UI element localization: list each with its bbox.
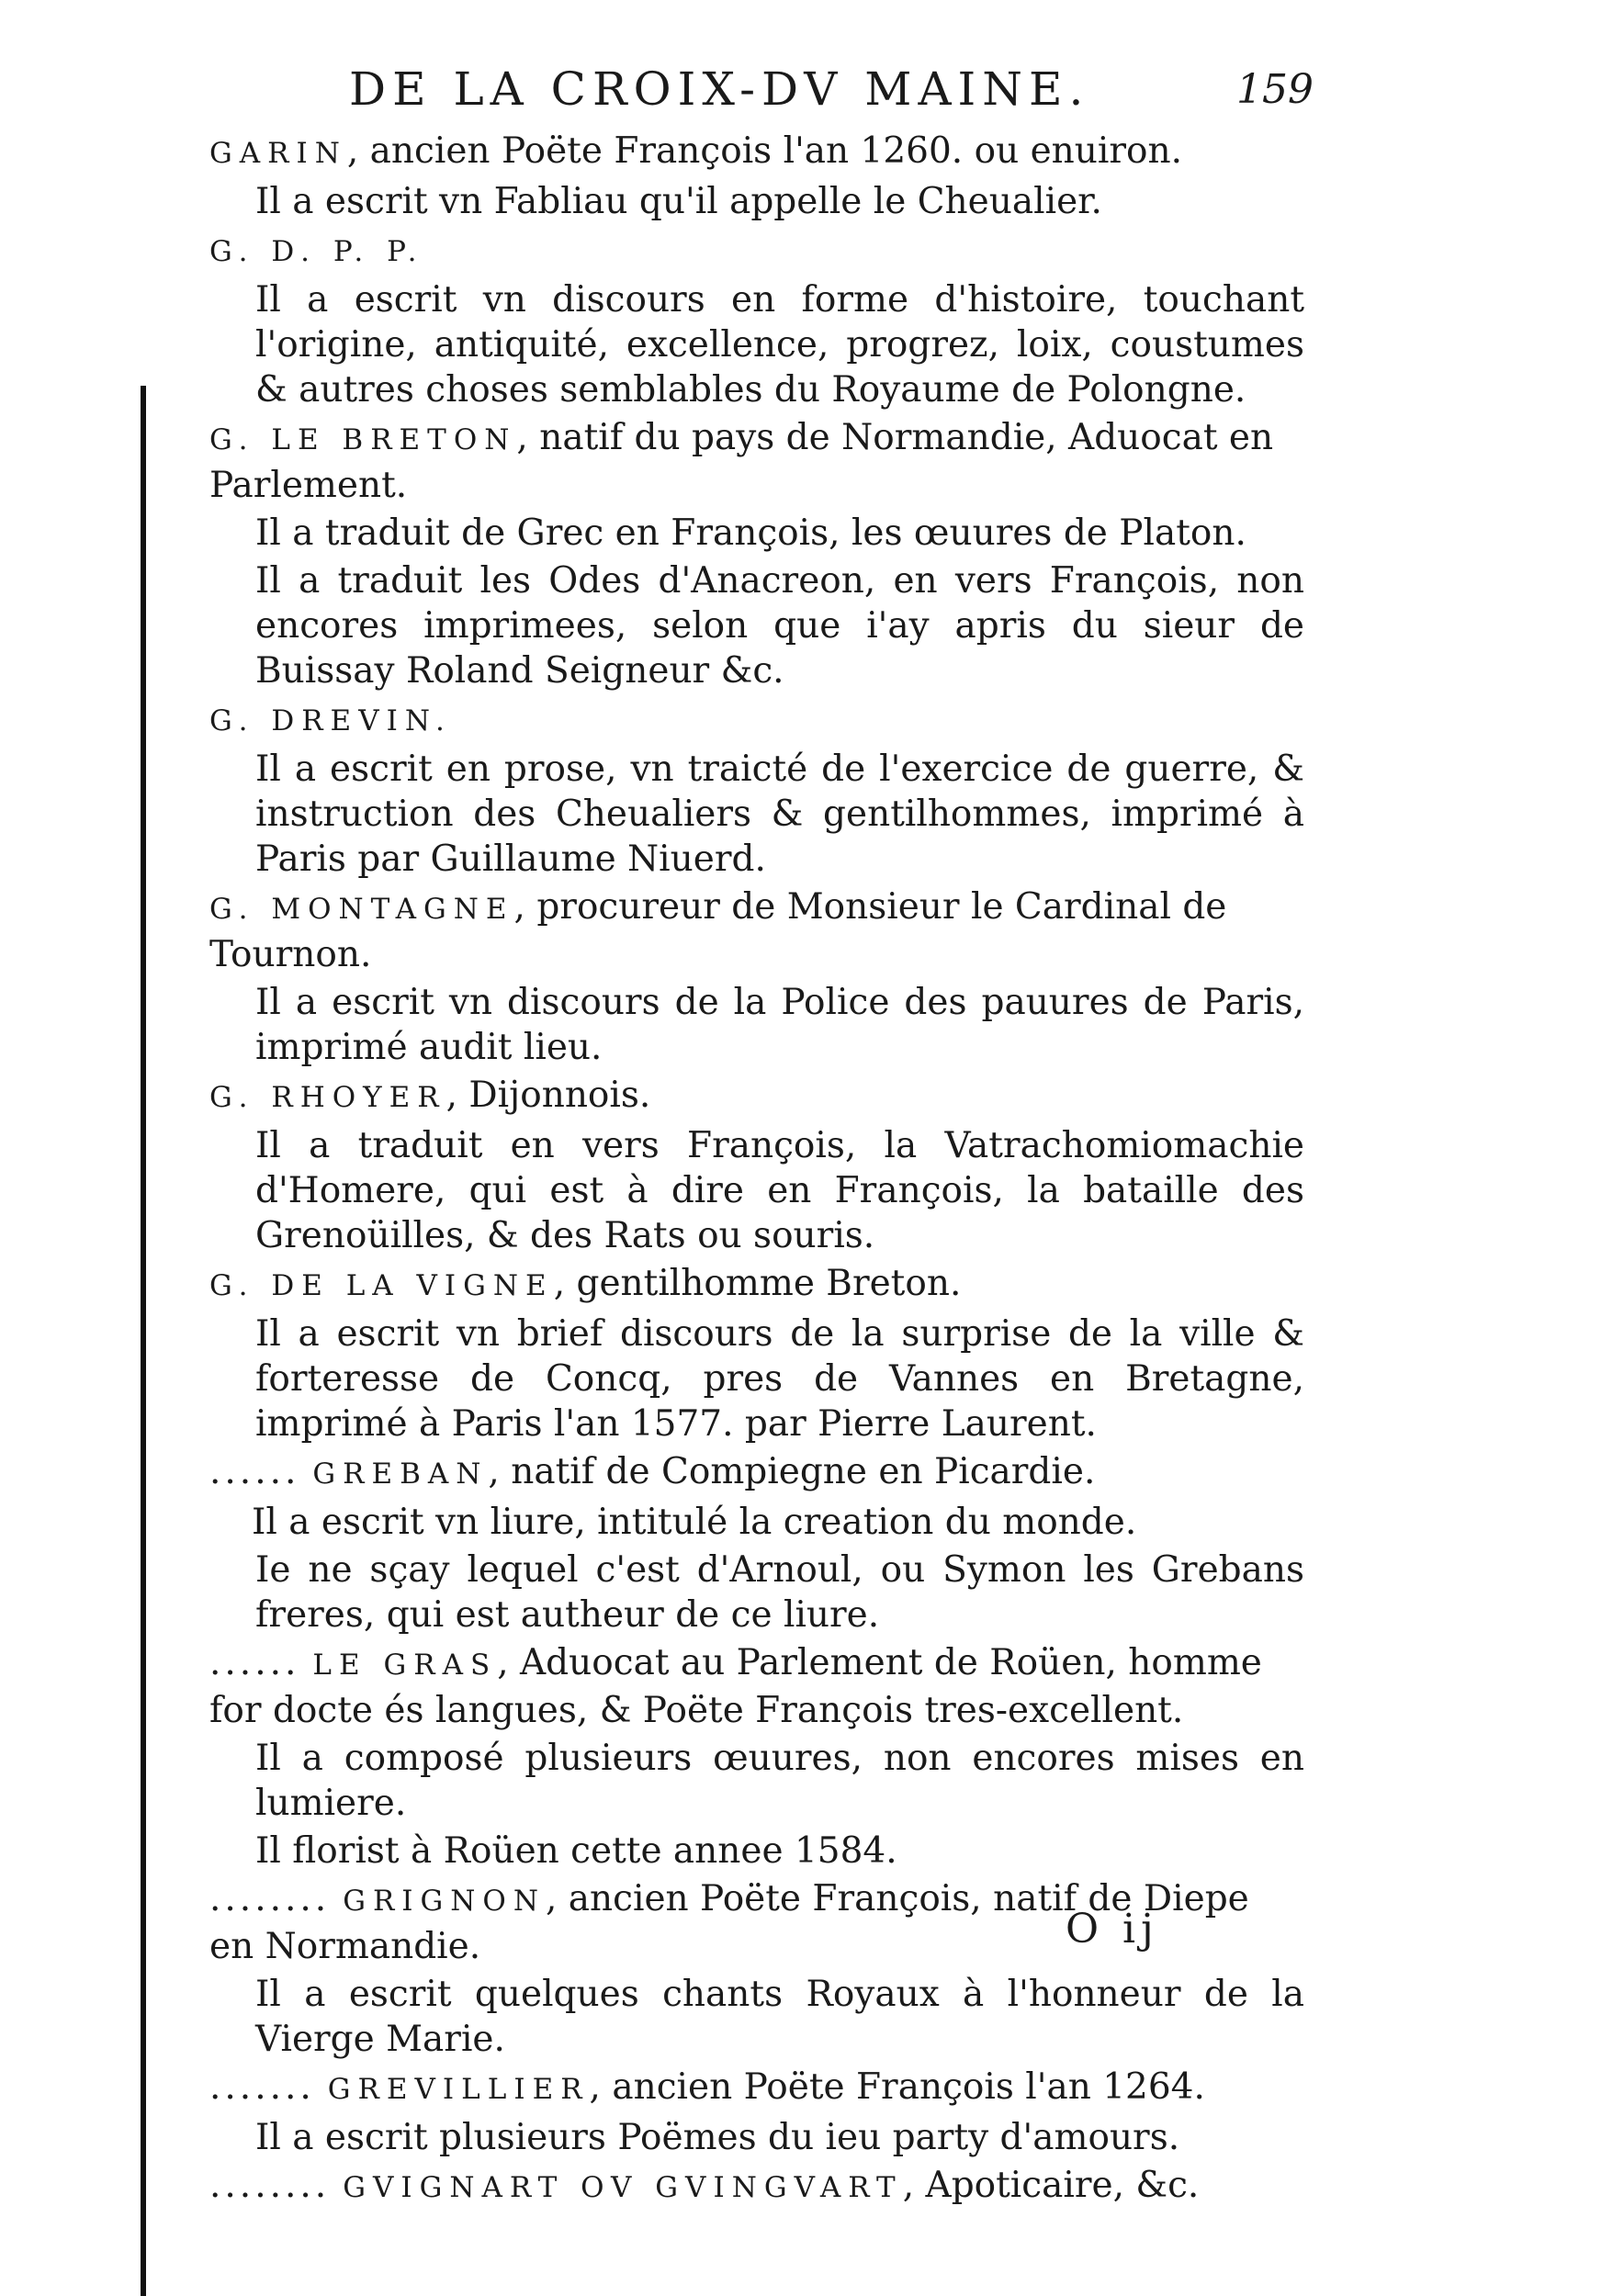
catalogue-entry (202, 1876, 1304, 2062)
entry-text: Il a composé plusieurs œuures, non encores mises en lumiere. (255, 1738, 1304, 1824)
running-title: DE LA CROIX-DV MAINE. (349, 62, 1090, 116)
entry-heading (209, 696, 1304, 744)
author-name: G. LE BRETON (209, 423, 517, 456)
author-description: , Apoticaire, &c. (902, 2165, 1200, 2206)
author-description: , ancien Poëte François l'an 1260. ou enuiron. (346, 130, 1183, 172)
entry-heading-leader: ........ (209, 2165, 331, 2206)
entry-heading (209, 1261, 1304, 1309)
author-description: , natif du pays de Normandie, Aduocat en Parlement. (209, 417, 1274, 506)
catalogue-entry (202, 2065, 1304, 2160)
entry-heading (209, 1073, 1304, 1120)
author-name: G. MONTAGNE (209, 893, 514, 926)
entry-heading (209, 415, 1304, 508)
catalogue-entry (202, 696, 1304, 882)
author-description: , natif de Compiegne en Picardie. (488, 1451, 1096, 1492)
entry-text: Il a escrit vn liure, intitulé la creation du monde. (252, 1502, 1137, 1543)
catalogue-entry (202, 1449, 1304, 1638)
entry-heading (209, 884, 1304, 977)
entry-heading-leader: ........ (209, 1878, 331, 1919)
author-name: GARIN (209, 137, 347, 170)
entry-text: Il a escrit quelques chants Royaux à l'honneur de la Vierge Marie. (255, 1974, 1304, 2060)
catalogue-entry (202, 884, 1304, 1070)
entry-text: Il florist à Roüen cette annee 1584. (255, 1830, 897, 1872)
entry-heading-leader: ...... (209, 1642, 300, 1683)
catalogue-entry (202, 415, 1304, 693)
entry-text: Il a traduit les Odes d'Anacreon, en vers François, non encores imprimees, selon que i'ay apris du sieur de Buissay Roland Seigneur &c. (255, 560, 1304, 692)
page-number: 159 (1236, 66, 1314, 113)
catalogue-entry (202, 2163, 1304, 2211)
catalogue-entry (202, 1261, 1304, 1446)
entry-text: Il a escrit plusieurs Poëmes du ieu party d'amours. (255, 2117, 1180, 2158)
entry-heading (209, 2163, 1304, 2211)
author-name: G. RHOYER (209, 1081, 446, 1114)
author-name: G. DREVIN. (209, 704, 452, 737)
entry-text: Il a escrit vn brief discours de la surprise de la ville & forteresse de Concq, pres de Vannes en Bretagne, imprimé à Paris l'an 1577. par Pierre Laurent. (255, 1313, 1304, 1445)
entry-heading-leader: ...... (209, 1451, 300, 1492)
page-header (349, 62, 1314, 127)
author-description: , gentilhomme Breton. (553, 1263, 962, 1304)
entry-text: Ie ne sçay lequel c'est d'Arnoul, ou Symon les Grebans freres, qui est autheur de ce liure. (255, 1549, 1304, 1636)
entry-heading-leader: ....... (209, 2066, 315, 2108)
entry-text: Il a traduit en vers François, la Vatrachomiomachie d'Homere, qui est à dire en François, la bataille des Grenoüilles, & des Rats ou souris. (255, 1125, 1304, 1256)
catalogue-entry (202, 129, 1304, 224)
entry-heading (209, 129, 1304, 176)
main-text (202, 129, 1304, 2213)
catalogue-entry (202, 227, 1304, 412)
entry-heading (209, 1449, 1304, 1497)
author-name: GVIGNART OV GVINGVART (343, 2171, 903, 2204)
author-name: G. D. P. P. (209, 235, 424, 268)
page-binding-edge (141, 386, 146, 2296)
author-name: G. DE LA VIGNE (209, 1269, 554, 1302)
entry-text: Il a escrit en prose, vn traicté de l'exercice de guerre, & instruction des Cheualiers & gentilhommes, imprimé à Paris par Guillaume Niuerd. (255, 748, 1304, 880)
entry-text: Il a traduit de Grec en François, les œuures de Platon. (255, 512, 1246, 554)
signature-mark: O ij (1066, 1906, 1159, 1953)
author-name: GREVILLIER (327, 2073, 590, 2106)
author-name: LE GRAS (312, 1649, 498, 1682)
author-name: GRIGNON (343, 1885, 546, 1918)
author-description: , ancien Poëte François, natif de Diepe en Normandie. (209, 1878, 1249, 1967)
author-description: , Dijonnois. (445, 1075, 651, 1116)
author-description: , procureur de Monsieur le Cardinal de Tournon. (209, 886, 1227, 975)
catalogue-entry (202, 1073, 1304, 1258)
entry-heading (209, 2065, 1304, 2112)
entry-heading (209, 1640, 1304, 1733)
author-name: GREBAN (312, 1458, 489, 1491)
entry-text: Il a escrit vn discours en forme d'histoire, touchant l'origine, antiquité, excellence, progrez, loix, coustumes & autres choses semblables du Royaume de Polongne. (255, 279, 1304, 411)
author-description: , ancien Poëte François l'an 1264. (589, 2066, 1205, 2108)
catalogue-entry (202, 1640, 1304, 1874)
entry-heading (209, 227, 1304, 275)
author-description: , Aduocat au Parlement de Roüen, homme for docte és langues, & Poëte François tres-excellent. (209, 1642, 1262, 1731)
entry-text: Il a escrit vn discours de la Police des pauures de Paris, imprimé audit lieu. (255, 982, 1304, 1068)
entry-text: Il a escrit vn Fabliau qu'il appelle le Cheualier. (255, 181, 1102, 222)
